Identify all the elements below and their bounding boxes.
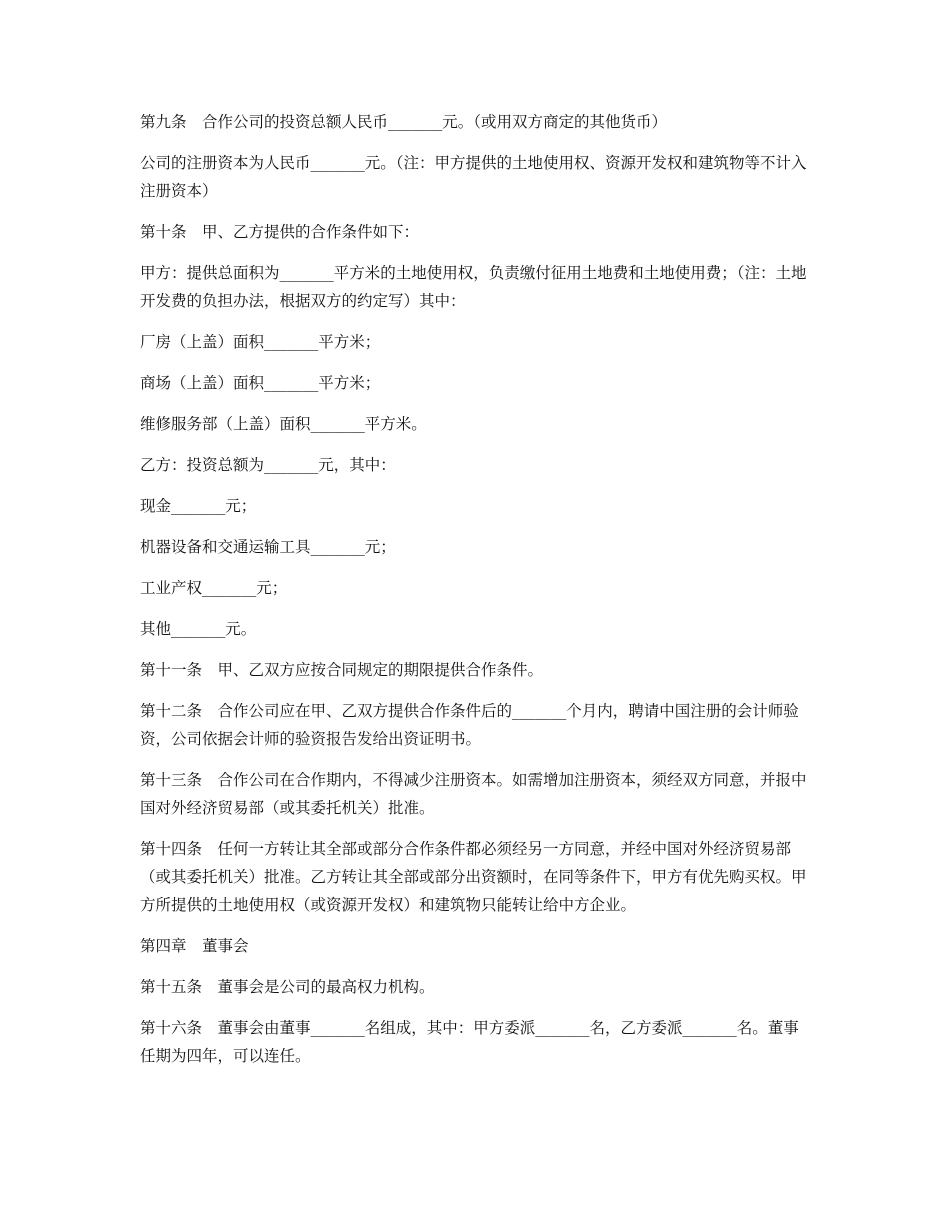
party-a-conditions-paragraph: 甲方：提供总面积为_______平方米的土地使用权，负责缴付征用土地费和土地使用费；（注：土地开发费的负担办法，根据双方的约定写）其中： [140, 264, 807, 310]
article-9-paragraph: 第九条 合作公司的投资总额人民币_______元。（或用双方商定的其他货币） [140, 113, 668, 131]
mall-area-line: 商场（上盖）面积_______平方米； [140, 374, 381, 392]
machinery-line: 机器设备和交通运输工具_______元； [140, 538, 396, 556]
factory-area-line: 厂房（上盖）面积_______平方米； [140, 333, 381, 351]
document-page [140, 108, 810, 1083]
article-13-paragraph: 第十三条 合作公司在合作期内，不得减少注册资本。如需增加注册资本，须经双方同意，并报中国对外经济贸易部（或其委托机关）批准。 [140, 771, 807, 817]
party-b-investment-paragraph: 乙方：投资总额为_______元，其中： [140, 456, 396, 474]
other-line: 其他_______元。 [140, 620, 257, 638]
registered-capital-paragraph: 公司的注册资本为人民币_______元。（注：甲方提供的土地使用权、资源开发权和建筑物等不计入注册资本） [140, 154, 807, 200]
article-16-paragraph: 第十六条 董事会由董事_______名组成，其中：甲方委派_______名，乙方委派_______名。董事任期为四年，可以连任。 [140, 1019, 799, 1065]
article-12-paragraph: 第十二条 合作公司应在甲、乙双方提供合作条件后的_______个月内，聘请中国注册的会计师验资，公司依据会计师的验资报告发给出资证明书。 [140, 702, 799, 748]
article-15-paragraph: 第十五条 董事会是公司的最高权力机构。 [140, 978, 435, 996]
repair-service-area-line: 维修服务部（上盖）面积_______平方米。 [140, 415, 427, 433]
article-10-paragraph: 第十条 甲、乙方提供的合作条件如下： [140, 223, 420, 241]
chapter-4-heading: 第四章 董事会 [140, 937, 249, 955]
article-11-paragraph: 第十一条 甲、乙双方应按合同规定的期限提供合作条件。 [140, 661, 544, 679]
industrial-property-line: 工业产权_______元； [140, 579, 288, 597]
article-14-paragraph: 第十四条 任何一方转让其全部或部分合作条件都必须经另一方同意，并经中国对外经济贸易部（或其委托机关）批准。乙方转让其全部或部分出资额时，在同等条件下，甲方有优先购买权。甲方所提供的土地使用权（或资源开发权）和建筑物只能转让给中方企业。 [140, 840, 807, 914]
cash-line: 现金_______元； [140, 497, 257, 515]
